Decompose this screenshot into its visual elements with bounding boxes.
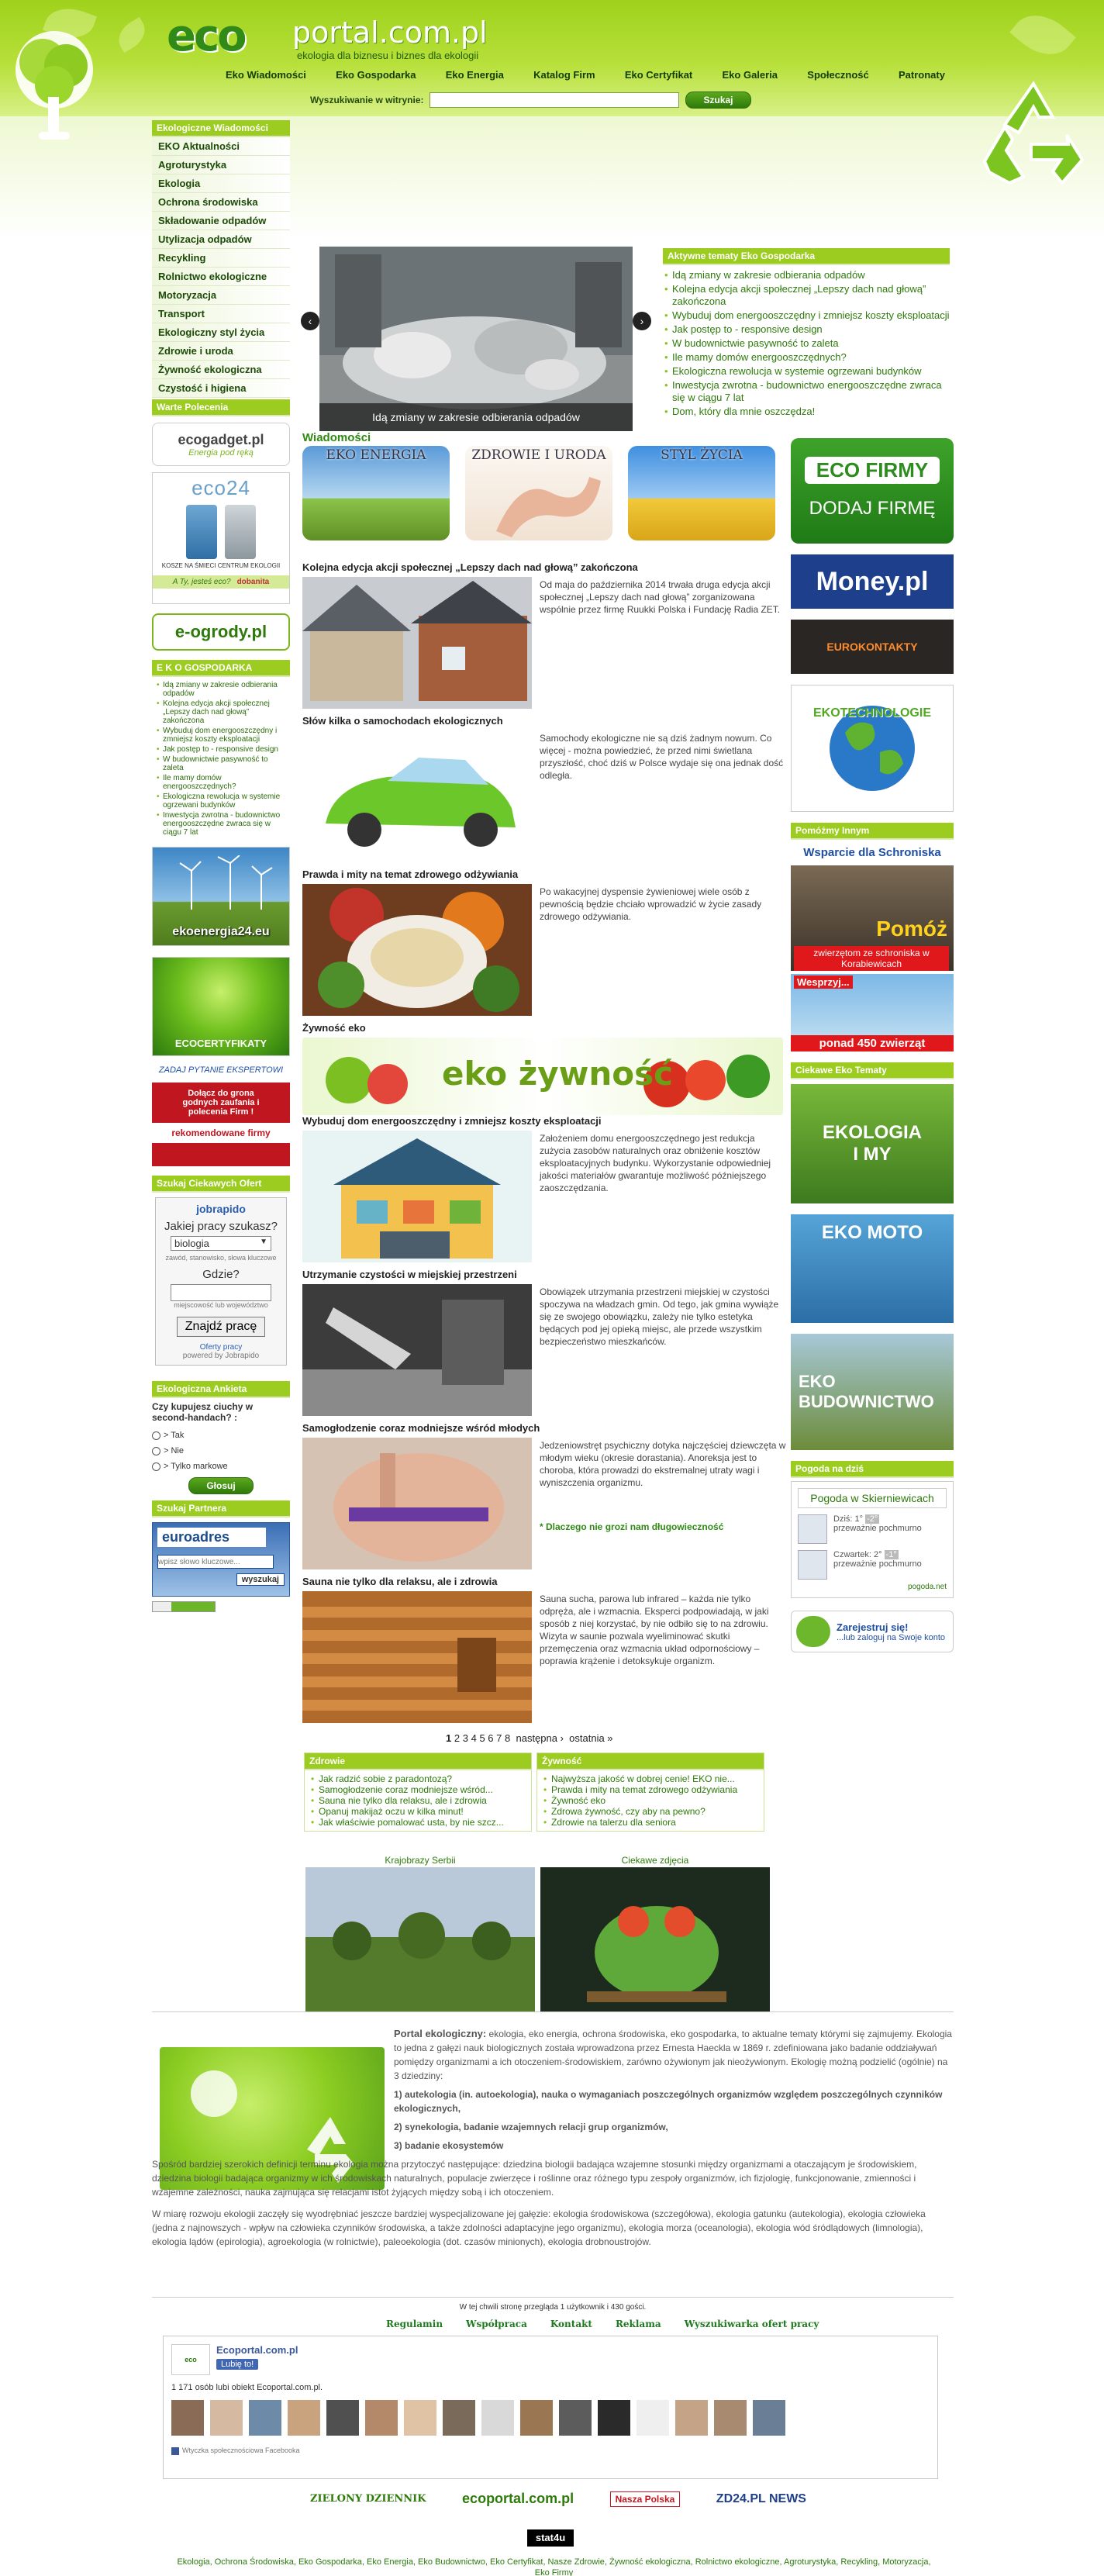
chevron-down-icon: ▼ bbox=[260, 1238, 267, 1246]
eurokontakty-logo: EUROKONTAKTY bbox=[826, 641, 918, 653]
right-column bbox=[791, 438, 954, 1652]
weather-low: -2° bbox=[867, 1514, 878, 1524]
avatar[interactable] bbox=[171, 2400, 204, 2436]
nav-eko-certyfikat[interactable]: Eko Certyfikat bbox=[624, 69, 693, 81]
nav-katalog-firm[interactable]: Katalog Firm bbox=[533, 69, 595, 81]
left-menu-item[interactable]: Ekologia bbox=[152, 174, 290, 193]
partner-zielony-dziennik[interactable]: ZIELONY DZIENNIK bbox=[310, 2493, 426, 2505]
zdrowie-box bbox=[304, 1752, 532, 1832]
jobs-hint1: zawód, stanowisko, słowa kluczowe bbox=[165, 1254, 277, 1262]
list-item[interactable]: • Najwyższa jakość w dobrej cenie! EKO nie... bbox=[543, 1773, 757, 1784]
fb-page-name[interactable]: Ecoportal.com.pl bbox=[216, 2344, 298, 2356]
left-menu-item[interactable]: Ekologiczny styl życia bbox=[152, 323, 290, 342]
list-item[interactable]: • Ekologiczna rewolucja w systemie ogrzewani budynków bbox=[157, 792, 285, 810]
tile-label: STYL ŻYCIA bbox=[661, 447, 743, 463]
zywnosc-box bbox=[536, 1752, 764, 1832]
bin-image bbox=[186, 505, 217, 559]
article-excerpt: Samochody ekologiczne nie są dziś żadnym nowum. Co więcej - można powiedzieć, że przed nimi świetlana przyszłość, choć dziś w Polsce wydaje się ona jednak dość odległa. bbox=[540, 733, 784, 781]
stat4u-badge[interactable]: stat4u bbox=[527, 2529, 574, 2547]
pager-last[interactable]: ostatnia » bbox=[569, 1732, 613, 1744]
avatar[interactable] bbox=[559, 2400, 592, 2436]
article-excerpt: Obowiązek utrzymania przestrzeni miejskiej w czystości spoczywa na władzach gmin. Od tego, jak gmina wywiąże się ze swojego obowiązku, zależy nie tylko estetyka będących pod jej opieką miejsc, ale przede wszystkim bezpieczeństwo mieszkańców. bbox=[540, 1286, 779, 1347]
news-slider[interactable] bbox=[319, 247, 633, 431]
ad-eogrody[interactable] bbox=[152, 613, 290, 651]
logo-domain: portal.com.pl bbox=[292, 16, 488, 50]
seo-l2: 2) synekologia, badanie wzajemnych relacji grup organizmów, bbox=[394, 2122, 668, 2132]
euroadres-logo: euroadres bbox=[157, 1528, 266, 1547]
zdrowie-title: Zdrowie bbox=[305, 1753, 531, 1770]
category-boxes bbox=[304, 1752, 765, 1832]
divider bbox=[152, 2011, 954, 2012]
pager-page[interactable]: 6 bbox=[488, 1732, 494, 1744]
nav-eko-gospodarka[interactable]: Eko Gospodarka bbox=[336, 69, 416, 81]
pager-page[interactable]: 7 bbox=[496, 1732, 502, 1744]
facebook-icon bbox=[171, 2447, 179, 2455]
weather-title: Pogoda na dziś bbox=[791, 1461, 954, 1478]
search-button[interactable]: Szukaj bbox=[685, 92, 750, 109]
ad-pomoz[interactable] bbox=[791, 865, 954, 971]
fb-plugin-text: Wtyczka społecznościowa Facebooka bbox=[182, 2447, 300, 2454]
eco24-logo: eco24 bbox=[191, 476, 250, 499]
eco24-caption: KOSZE NA ŚMIECI CENTRUM EKOLOGII bbox=[161, 562, 281, 569]
site-header bbox=[0, 0, 1104, 116]
tile-label: EKO ENERGIA bbox=[326, 447, 426, 463]
jobs-question: Jakiej pracy szukasz? bbox=[164, 1220, 278, 1233]
recycle-icon bbox=[975, 74, 1092, 191]
pomoz-sub: zwierzętom ze schroniska w Korabiewicach bbox=[794, 946, 949, 971]
poll-option[interactable] bbox=[152, 1462, 290, 1471]
article-excerpt: Sauna sucha, parowa lub infrared – każda nie tylko odpręża, ale i wzmacnia. Eksperci podpowiadają, w jaki sposób z niej korzystać, by nie odbiło się to na zdrowiu. Wizyta w saunie pozwala wyeliminować skutki przemęczenia oraz wzmacnia układ odpornościowy – poprawia krążenie i detoksykuje organizm. bbox=[540, 1594, 769, 1666]
gallery-right-label[interactable]: Ciekawe zdjęcia bbox=[621, 1855, 689, 1866]
gallery-left-label[interactable]: Krajobrazy Serbii bbox=[385, 1855, 456, 1866]
zdrowie-list bbox=[305, 1770, 531, 1831]
tile-label: EKO MOTO bbox=[821, 1222, 923, 1243]
poll-title: Ekologiczna Ankieta bbox=[152, 1381, 290, 1398]
list-item[interactable]: • Ekologiczna rewolucja w systemie ogrzewani budynków bbox=[663, 364, 950, 378]
article-title[interactable]: Utrzymanie czystości w miejskiej przestrzeni bbox=[302, 1269, 517, 1280]
footer-link-oferty[interactable]: Wyszukiwarka ofert pracy bbox=[684, 2319, 819, 2329]
tile-label: ZDROWIE I URODA bbox=[471, 447, 606, 463]
nav-spolecznosc[interactable]: Społeczność bbox=[807, 69, 869, 81]
avatar[interactable] bbox=[481, 2400, 514, 2436]
nav-eko-energia[interactable]: Eko Energia bbox=[445, 69, 504, 81]
gallery-right-image[interactable] bbox=[540, 1867, 770, 2011]
left-menu-item[interactable]: Ochrona środowiska bbox=[152, 193, 290, 212]
tile-label: EKOLOGIA I MY bbox=[822, 1122, 922, 1165]
list-item[interactable]: • Inwestycja zwrotna - budownictwo energooszczędne zwraca się w ciągu 7 lat bbox=[157, 810, 285, 837]
fb-header bbox=[164, 2336, 937, 2383]
ad-wesprzyj[interactable] bbox=[791, 974, 954, 1051]
article-excerpt: Po wakacyjnej dyspensie żywieniowej wiele osób z pewnością będzie chciało wprowadzić w życie zasady zdrowego odżywiania. bbox=[540, 886, 762, 922]
seo-text bbox=[152, 2027, 954, 2249]
poll-option-label: > Tak bbox=[164, 1431, 185, 1440]
pager-page[interactable]: 5 bbox=[479, 1732, 485, 1744]
ecogadget-tagline: Energia pod ręką bbox=[188, 447, 254, 458]
weather-widget bbox=[791, 1481, 954, 1598]
rekomendowane-text: Dołącz do grona godnych zaufania i polecenia Firm ! bbox=[182, 1089, 260, 1117]
list-item[interactable]: • Jak postęp to - responsive design bbox=[663, 323, 950, 337]
article-title[interactable]: Kolejna edycja akcji społecznej „Lepszy dach nad głową” zakończona bbox=[302, 561, 638, 573]
avatar[interactable] bbox=[365, 2400, 398, 2436]
list-item[interactable]: • Kolejna edycja akcji społecznej „Lepszy dach nad głową” zakończona bbox=[663, 282, 950, 309]
avatar[interactable] bbox=[326, 2400, 359, 2436]
article bbox=[302, 715, 786, 781]
login-link[interactable]: ...lub zaloguj na Swoje konto bbox=[837, 1632, 946, 1642]
search-label: Wyszukiwanie w witrynie: bbox=[310, 95, 424, 105]
wesprzyj-label: Wesprzyj... bbox=[794, 975, 853, 989]
left-menu-item[interactable]: Transport bbox=[152, 305, 290, 323]
article-image[interactable] bbox=[302, 730, 532, 862]
avatar[interactable] bbox=[675, 2400, 708, 2436]
jobs-hint2: miejscowość lub województwo bbox=[174, 1301, 268, 1309]
tile-zdrowie-uroda[interactable] bbox=[465, 446, 612, 540]
article bbox=[302, 1269, 786, 1347]
list-item[interactable]: • Prawda i mity na temat zdrowego odżywiania bbox=[543, 1784, 757, 1795]
left-menu-item[interactable]: EKO Aktualności bbox=[152, 137, 290, 156]
weather-day: Dziś: 1° bbox=[833, 1514, 864, 1524]
avatar[interactable] bbox=[637, 2400, 669, 2436]
eogrody-logo: e-ogrody.pl bbox=[174, 622, 267, 641]
site-logo[interactable] bbox=[167, 11, 488, 65]
ecofirmy-logo: ECO FIRMY bbox=[805, 457, 940, 484]
ecocertyfikaty-label: ECOCERTYFIKATY bbox=[174, 1038, 267, 1049]
left-menu-item[interactable]: Motoryzacja bbox=[152, 286, 290, 305]
eko-zywnosc-label: eko żywność bbox=[442, 1055, 674, 1093]
register-link[interactable]: Zarejestruj się! bbox=[837, 1621, 909, 1633]
body-icon bbox=[465, 446, 612, 540]
eko-gospodarka-title: E K O GOSPODARKA bbox=[152, 660, 290, 677]
list-item[interactable]: • Idą zmiany w zakresie odbierania odpadów bbox=[157, 680, 285, 699]
fb-like-button[interactable]: Lubię to! bbox=[216, 2359, 258, 2370]
article-image[interactable] bbox=[302, 1131, 532, 1262]
article-title[interactable]: Samogłodzenie coraz modniejsze wśród młodych bbox=[302, 1422, 540, 1434]
euroadres-search-button[interactable]: wyszukaj bbox=[236, 1573, 285, 1586]
poll-question: Czy kupujesz ciuchy w second-handach? : bbox=[152, 1401, 254, 1423]
left-menu-item[interactable]: Żywność ekologiczna bbox=[152, 361, 290, 379]
jobs-widget bbox=[155, 1197, 287, 1366]
article-image[interactable] bbox=[302, 577, 532, 709]
rekomendowane-brand: rekomendowane firmy bbox=[152, 1123, 290, 1143]
ad-ecofirmy[interactable] bbox=[791, 438, 954, 544]
avatar[interactable] bbox=[249, 2400, 281, 2436]
list-item[interactable]: • Samogłodzenie coraz modniejsze wśród... bbox=[311, 1784, 525, 1795]
footer-links bbox=[386, 2319, 819, 2329]
weather-desc: przeważnie pochmurno bbox=[833, 1524, 922, 1533]
eko-gospodarka-list bbox=[152, 677, 290, 841]
avatar[interactable] bbox=[443, 2400, 475, 2436]
nav-eko-galeria[interactable]: Eko Galeria bbox=[722, 69, 778, 81]
slider-prev-button[interactable]: ‹ bbox=[301, 312, 319, 330]
seo-p1: ekologia, eko energia, ochrona środowiska, eko gospodarka, to aktualne tematy którymi się zajmujemy. Ekologia to jedna z gałęzi nauk biologicznych została wprowadzona przez Ernesta Haeckla w 1869 r. zdefiniowana jako badanie oddziaływań pomiędzy organizmami a ich otoczeniem-środowiskiem, zarówno ożywionym jak nieożywionym. Ekologię możną podzielić (ogólnie) na 3 dziedziny: bbox=[394, 2029, 952, 2081]
active-topics-list bbox=[663, 265, 950, 422]
leaf-decoration bbox=[112, 17, 151, 53]
list-item[interactable]: • W budownictwie pasywność to zaleta bbox=[157, 754, 285, 773]
left-column bbox=[152, 120, 290, 1612]
pomoz-title: Pomóżmy Innym bbox=[791, 823, 954, 840]
zywnosc-list bbox=[537, 1770, 764, 1831]
counter-badge bbox=[152, 1601, 216, 1612]
ad-eco24[interactable] bbox=[152, 472, 290, 604]
weather-row bbox=[798, 1550, 947, 1580]
article-title[interactable]: Żywność eko bbox=[302, 1022, 366, 1034]
jobs-title: Szukaj Ciekawych Ofert bbox=[152, 1176, 290, 1193]
related-link[interactable]: * Dlaczego nie grozi nam długowieczność bbox=[540, 1521, 724, 1532]
slider-caption[interactable]: Idą zmiany w zakresie odbierania odpadów bbox=[319, 403, 633, 431]
article-excerpt: Założeniem domu energooszczędnego jest redukcja zużycia zasobów naturalnych oraz obniżenie kosztów eksploatacyjnych budynku. Wykorzystanie odpowiedniej jakości materiałów gwarantuje możliwość późniejszego zaoszczędzania. bbox=[540, 1133, 771, 1193]
visitors-count: W tej chwili stronę przegląda 1 użytkownik i 430 gości. bbox=[459, 2303, 647, 2312]
fb-fans bbox=[164, 2392, 937, 2443]
left-menu-item[interactable]: Recykling bbox=[152, 249, 290, 268]
register-box[interactable] bbox=[791, 1611, 954, 1652]
jobs-where: Gdzie? bbox=[202, 1268, 240, 1281]
seo-intro bbox=[394, 2027, 954, 2153]
left-menu-item[interactable]: Zdrowie i uroda bbox=[152, 342, 290, 361]
tile-styl-zycia[interactable] bbox=[628, 446, 775, 540]
nav-patronaty[interactable]: Patronaty bbox=[899, 69, 945, 81]
ekotechnologie-label: EKOTECHNOLOGIE bbox=[812, 706, 931, 720]
list-item[interactable]: • Idą zmiany w zakresie odbierania odpadów bbox=[663, 268, 950, 282]
poll bbox=[152, 1398, 290, 1497]
divider bbox=[152, 2297, 954, 2298]
tile-eko-energia[interactable] bbox=[302, 446, 450, 540]
list-item[interactable]: • Dom, który dla mnie oszczędza! bbox=[663, 405, 950, 419]
facebook-widget bbox=[163, 2336, 938, 2479]
tile-ekologia-i-my[interactable] bbox=[791, 1084, 954, 1203]
patronage-title: Warte Polecenia bbox=[152, 399, 290, 416]
weather-row bbox=[798, 1514, 947, 1544]
list-item[interactable]: • Zdrowa żywność, czy aby na pewno? bbox=[543, 1806, 757, 1817]
weather-day: Czwartek: 2° bbox=[833, 1550, 882, 1559]
pager-page[interactable]: 8 bbox=[505, 1732, 511, 1744]
ad-rekomendowane[interactable] bbox=[152, 1083, 290, 1166]
money-logo: Money.pl bbox=[816, 566, 929, 596]
eko-zywnosc-banner[interactable] bbox=[302, 1038, 783, 1115]
list-item[interactable]: • W budownictwie pasywność to zaleta bbox=[663, 337, 950, 350]
ask-expert-link[interactable]: ZADAJ PYTANIE EKSPERTOWI bbox=[158, 1065, 284, 1075]
news-section bbox=[302, 431, 783, 540]
article-excerpt: Jedzeniowstręt psychiczny dotyka najczęściej dziewczęta w młodym wieku (okresie dorastania). Anoreksja jest to choroba, która prowadzi do ekstremalnej utraty wagi i wyniszczenia organizmu. bbox=[540, 1440, 786, 1488]
partner-ecoportal[interactable]: ecoportal.com.pl bbox=[462, 2491, 574, 2506]
list-item[interactable]: • Wybuduj dom energooszczędny i zmniejsz koszty eksploatacji bbox=[663, 309, 950, 323]
ad-ekotechnologie[interactable] bbox=[791, 685, 954, 812]
poll-option[interactable] bbox=[152, 1446, 290, 1455]
radio-icon[interactable] bbox=[152, 1462, 160, 1471]
left-menu-item[interactable]: Utylizacja odpadów bbox=[152, 230, 290, 249]
eco24-brand: dobanita bbox=[236, 578, 270, 586]
article bbox=[302, 1022, 786, 1093]
article-title[interactable]: Prawda i mity na temat zdrowego odżywiania bbox=[302, 868, 519, 880]
leaf-decoration bbox=[1009, 2, 1076, 67]
tile-label: EKO BUDOWNICTWO bbox=[799, 1372, 934, 1411]
zywnosc-title: Żywność bbox=[537, 1753, 764, 1770]
article bbox=[302, 1422, 786, 1532]
left-menu bbox=[152, 137, 290, 398]
cloud-icon bbox=[798, 1514, 827, 1544]
nav-eko-wiadomosci[interactable]: Eko Wiadomości bbox=[226, 69, 306, 81]
seo-p3: W miarę rozwoju ekologii zaczęły się wyodrębniać jeszcze bardziej wyspecjalizowane jej gałęzie: ekologia środowiskowa (szczegółowa), ekologia gatunku (autekologia), ekologia człowieka (jedna z najnowszych - wpływ na człowieka czynników środowiska, a także zdolności adaptacyjne jego organizmu), ekologia morza (oceanologia), ekologia wód śródlądowych (limnologia), ekologia lądów (epirologia), agroekologia (w rolnictwie), paleoekologia (dot. czasów minionych), ekologia drobnoustrojów. bbox=[152, 2208, 926, 2247]
partner-zd24[interactable]: ZD24.PL NEWS bbox=[716, 2491, 806, 2505]
fb-page-avatar: eco bbox=[171, 2344, 210, 2375]
category-tiles bbox=[302, 446, 783, 540]
footer-link-kontakt[interactable]: Kontakt bbox=[550, 2319, 592, 2329]
list-item[interactable]: • Inwestycja zwrotna - budownictwo energooszczędne zwraca się w ciągu 7 lat bbox=[663, 378, 950, 405]
list-item[interactable]: • Jak radzić sobie z paradontozą? bbox=[311, 1773, 525, 1784]
jobs-location-input[interactable] bbox=[171, 1284, 271, 1301]
main-nav bbox=[221, 67, 950, 84]
pager-current: 1 bbox=[446, 1732, 452, 1744]
tile-eko-budownictwo[interactable] bbox=[791, 1334, 954, 1450]
weather-desc: przeważnie pochmurno bbox=[833, 1559, 922, 1569]
slider-next-button[interactable]: › bbox=[633, 312, 651, 330]
wind-turbines-icon bbox=[168, 855, 277, 910]
users-icon bbox=[796, 1616, 830, 1647]
footer-tags[interactable]: Ekologia, Ochrona Środowiska, Eko Gospodarka, Eko Energia, Eko Budownictwo, Eko Certyfikat, Nasze Zdrowie, Żywność ekologiczna, Rolnictwo ekologiczne, Agroturystyka, Recykling, Motoryzacja, Eko Firmy bbox=[177, 2557, 931, 2576]
article-title[interactable]: Wybuduj dom energooszczędny i zmniejsz koszty eksploatacji bbox=[302, 1115, 602, 1127]
seo-lead: Portal ekologiczny: bbox=[394, 2028, 487, 2039]
article bbox=[302, 1576, 786, 1666]
weather-city: Pogoda w Skierniewicach bbox=[798, 1488, 947, 1508]
wsparcie-link[interactable]: Wsparcie dla Schroniska bbox=[803, 846, 941, 859]
radio-icon[interactable] bbox=[152, 1431, 160, 1440]
eco24-footer bbox=[153, 575, 289, 589]
poll-option[interactable] bbox=[152, 1431, 290, 1440]
seo-l3: 3) badanie ekosystemów bbox=[394, 2140, 504, 2151]
partner-logos bbox=[310, 2491, 806, 2507]
article-image[interactable] bbox=[302, 1438, 532, 1569]
tree-icon bbox=[8, 23, 109, 163]
article-image[interactable] bbox=[302, 1284, 532, 1416]
left-menu-item[interactable]: Składowanie odpadów bbox=[152, 212, 290, 230]
article-excerpt: Od maja do października 2014 trwała druga edycja akcji społecznej „Lepszy dach nad głową” zorganizowana wspólnie przez firmę Ruukki Polska i Fundację Radia ZET. bbox=[540, 579, 781, 615]
list-item[interactable]: • Zdrowie na talerzu dla seniora bbox=[543, 1817, 757, 1828]
list-item[interactable]: • Ile mamy domów energooszczędnych? bbox=[157, 773, 285, 792]
euroadres-widget bbox=[152, 1522, 290, 1597]
footer-link-wspolpraca[interactable]: Współpraca bbox=[466, 2319, 527, 2329]
avatar[interactable] bbox=[288, 2400, 320, 2436]
active-topics-title: Aktywne tematy Eko Gospodarka bbox=[663, 248, 950, 265]
news-section-title: Wiadomości bbox=[302, 431, 371, 444]
partner-title: Szukaj Partnera bbox=[152, 1500, 290, 1518]
list-item[interactable]: • Kolejna edycja akcji społecznej „Lepszy dach nad głową” zakończona bbox=[157, 699, 285, 726]
bin-image bbox=[225, 505, 256, 559]
article-image[interactable] bbox=[302, 884, 532, 1016]
jobrapido-logo: jobrapido bbox=[196, 1203, 246, 1215]
poll-option-label: > Tylko markowe bbox=[164, 1462, 228, 1471]
article-title[interactable]: Sauna nie tylko dla relaksu, ale i zdrowia bbox=[302, 1576, 498, 1587]
avatar[interactable] bbox=[210, 2400, 243, 2436]
poll-vote-button[interactable]: Głosuj bbox=[188, 1477, 253, 1494]
pagination bbox=[446, 1732, 613, 1744]
euroadres-input[interactable] bbox=[157, 1555, 274, 1569]
fb-plugin-label bbox=[164, 2443, 937, 2458]
pager-page[interactable]: 4 bbox=[471, 1732, 477, 1744]
site-search bbox=[310, 92, 751, 109]
poll-option-label: > Nie bbox=[164, 1446, 184, 1455]
ecogadget-logo: ecogadget.pl bbox=[178, 431, 264, 447]
list-item[interactable]: • Sauna nie tylko dla relaksu, ale i zdrowia bbox=[311, 1795, 525, 1806]
list-item[interactable]: • Opanuj makijaż oczu w kilka minut! bbox=[311, 1806, 525, 1817]
pager-next[interactable]: następna › bbox=[516, 1732, 564, 1744]
list-item[interactable]: • Żywność eko bbox=[543, 1795, 757, 1806]
avatar[interactable] bbox=[520, 2400, 553, 2436]
jobs-select-value: biologia bbox=[174, 1238, 209, 1249]
weather-link[interactable]: pogoda.net bbox=[907, 1583, 947, 1591]
left-menu-item[interactable]: Czystość i higiena bbox=[152, 379, 290, 398]
ponad-label: ponad 450 zwierząt bbox=[791, 1035, 954, 1051]
tile-eko-moto[interactable] bbox=[791, 1214, 954, 1323]
left-menu-item[interactable]: Agroturystyka bbox=[152, 156, 290, 174]
jobs-offers-link[interactable]: Oferty pracy bbox=[199, 1343, 243, 1352]
avatar[interactable] bbox=[404, 2400, 436, 2436]
ad-ecogadget[interactable] bbox=[152, 423, 290, 466]
dodaj-firme-label: DODAJ FIRMĘ bbox=[809, 498, 936, 519]
pager-page[interactable]: 2 bbox=[454, 1732, 461, 1744]
footer-link-regulamin[interactable]: Regulamin bbox=[386, 2319, 443, 2329]
weather-info bbox=[833, 1550, 922, 1580]
article bbox=[302, 1115, 786, 1193]
ad-money[interactable] bbox=[791, 554, 954, 609]
ad-ekoenergia[interactable] bbox=[152, 847, 290, 946]
jobs-search-button[interactable]: Znajdź pracę bbox=[177, 1317, 266, 1337]
weather-low: -1° bbox=[885, 1550, 897, 1559]
bin-images bbox=[186, 505, 256, 559]
jobs-keyword-select[interactable] bbox=[171, 1236, 271, 1251]
gallery-left-image[interactable] bbox=[305, 1867, 535, 2011]
list-item[interactable]: • Wybuduj dom energooszczędny i zmniejsz koszty eksploatacji bbox=[157, 726, 285, 744]
search-input[interactable] bbox=[430, 92, 679, 108]
pager-page[interactable]: 3 bbox=[462, 1732, 468, 1744]
logo-eco: eco bbox=[167, 11, 245, 61]
weather-info bbox=[833, 1514, 922, 1544]
pomoz-label: Pomóż bbox=[876, 917, 947, 941]
jobs-powered: powered by Jobrapido bbox=[182, 1352, 260, 1360]
seo-p2: Spośród bardziej szerokich definicji terminu ekologia można przytoczyć następujące: dziedzina biologii badająca wzajemne stosunki między organizmami a otaczającym je środowiskiem, dziedzina biologii badająca organizmy w ich środowiskach naturalnych, populacje zwierzęce i roślinne oraz różnego typu zespoły organizmów, ich fizjologię, funkcjonowanie, zmienności i wzajemne zależności, nauka zajmująca się relacjami istot żyjących między sobą i ich otoczeniem. bbox=[152, 2159, 917, 2198]
article bbox=[302, 561, 786, 615]
ekoenergia-label: ekoenergia24.eu bbox=[172, 925, 270, 938]
fb-count: 1 171 osób lubi obiekt Ecoportal.com.pl. bbox=[171, 2383, 323, 2392]
ad-ecocertyfikaty[interactable] bbox=[152, 957, 290, 1056]
avatar[interactable] bbox=[714, 2400, 747, 2436]
ciekawe-title: Ciekawe Eko Tematy bbox=[791, 1062, 954, 1079]
avatar[interactable] bbox=[753, 2400, 785, 2436]
seo-l1: 1) autekologia (in. autoekologia), nauka o wymaganiach poszczególnych organizmów względem poszczególnych czynników ekologicznych, bbox=[394, 2089, 943, 2114]
logo-tagline: ekologia dla biznesu i biznes dla ekologii bbox=[297, 50, 479, 61]
list-item[interactable]: • Jak postęp to - responsive design bbox=[157, 744, 285, 754]
left-menu-item[interactable]: Rolnictwo ekologiczne bbox=[152, 268, 290, 286]
radio-icon[interactable] bbox=[152, 1447, 160, 1455]
left-menu-title: Ekologiczne Wiadomości bbox=[152, 120, 290, 137]
list-item[interactable]: • Ile mamy domów energooszczędnych? bbox=[663, 350, 950, 364]
article bbox=[302, 868, 786, 922]
active-topics bbox=[663, 248, 950, 422]
cloud-icon bbox=[798, 1550, 827, 1580]
partner-nasza-polska[interactable]: Nasza Polska bbox=[610, 2491, 681, 2507]
eco24-slogan: A Ty, jesteś eco? bbox=[172, 578, 231, 586]
ad-eurokontakty[interactable] bbox=[791, 620, 954, 674]
avatar[interactable] bbox=[598, 2400, 630, 2436]
list-item[interactable]: • Jak właściwie pomalować usta, by nie szcz... bbox=[311, 1817, 525, 1828]
article-title[interactable]: Słów kilka o samochodach ekologicznych bbox=[302, 715, 503, 727]
footer-link-reklama[interactable]: Reklama bbox=[615, 2319, 661, 2329]
article-image[interactable] bbox=[302, 1591, 532, 1723]
